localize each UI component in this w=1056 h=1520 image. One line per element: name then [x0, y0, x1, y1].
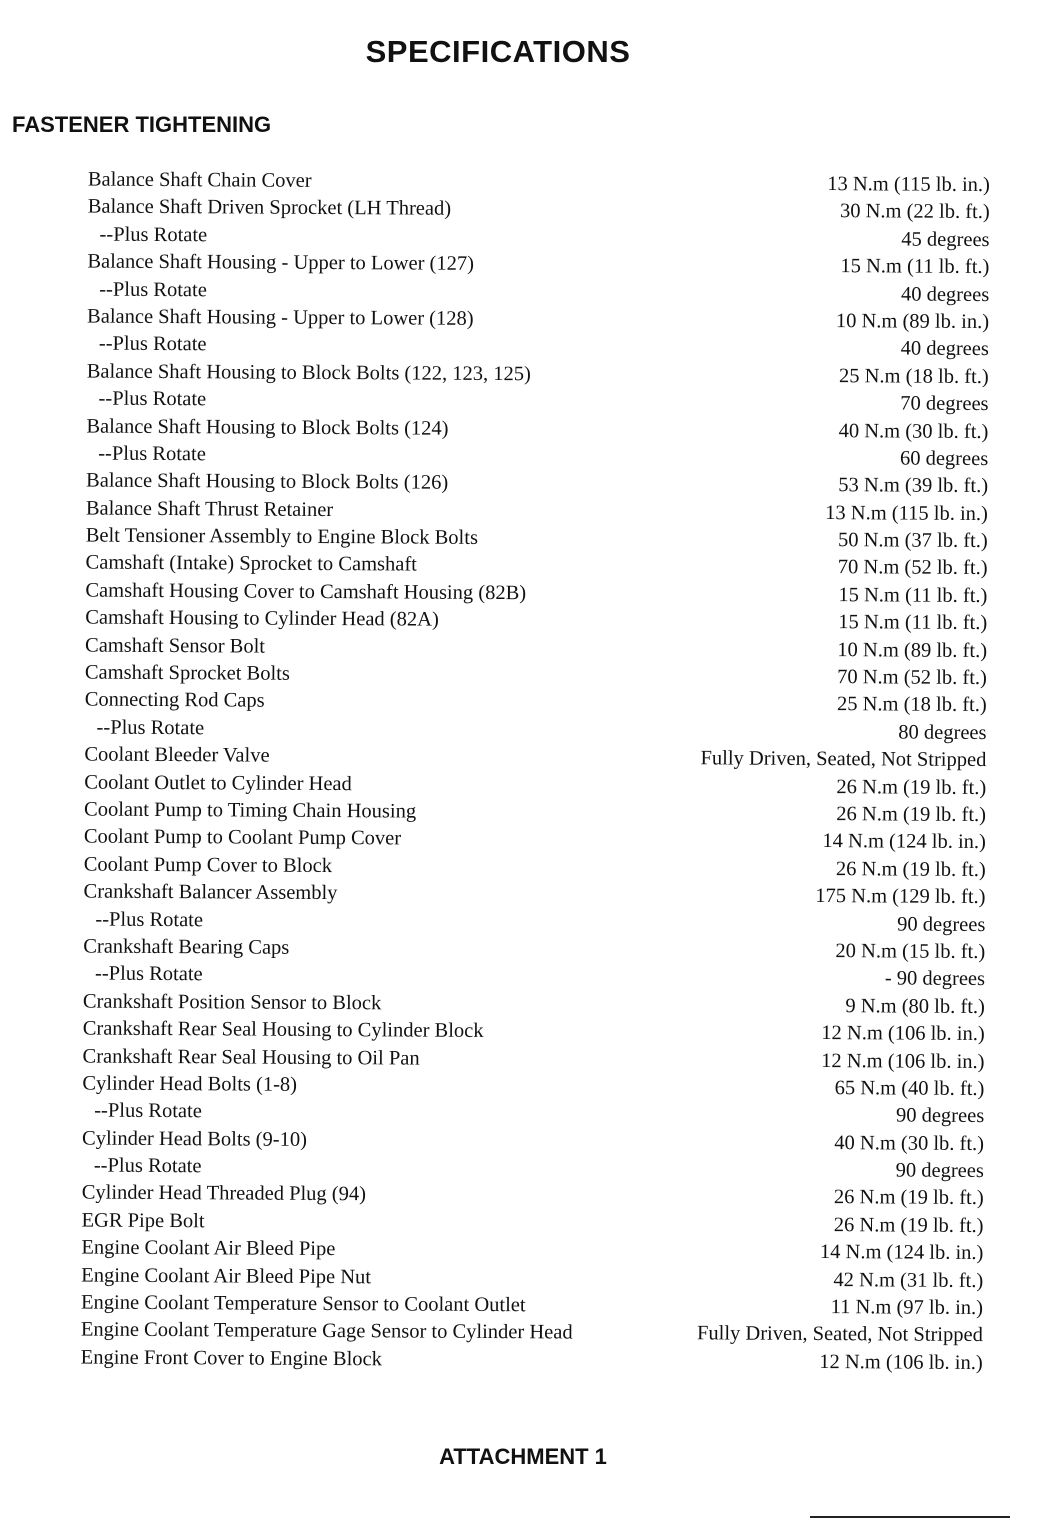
spec-torque-value: 40 N.m (30 lb. ft.)	[834, 1131, 985, 1155]
spec-item-label: Engine Coolant Temperature Gage Sensor to Cylinder Head	[80, 1318, 573, 1344]
spec-item-label: Camshaft Housing Cover to Camshaft Housing (82B)	[85, 579, 527, 605]
spec-torque-value: 26 N.m (19 lb. ft.)	[835, 857, 986, 881]
spec-torque-value: 90 degrees	[897, 913, 986, 936]
spec-torque-value: 13 N.m (115 lb. in.)	[827, 173, 990, 197]
spec-item-label: Engine Coolant Air Bleed Pipe	[81, 1236, 336, 1261]
spec-torque-value: 70 N.m (52 lb. ft.)	[837, 666, 987, 690]
spec-item-label: --Plus Rotate	[94, 962, 203, 986]
spec-torque-value: Fully Driven, Seated, Not Stripped	[700, 747, 987, 772]
spec-item-label: Balance Shaft Housing - Upper to Lower (128)	[87, 305, 474, 330]
spec-torque-value: 70 degrees	[900, 392, 989, 416]
spec-item-label: --Plus Rotate	[94, 1099, 202, 1123]
spec-torque-value: 12 N.m (106 lb. in.)	[821, 1049, 985, 1073]
spec-item-label: EGR Pipe Bolt	[81, 1209, 205, 1233]
spec-item-label: --Plus Rotate	[98, 442, 206, 466]
page-title: SPECIFICATIONS	[365, 34, 631, 69]
spec-torque-value: 40 degrees	[900, 283, 990, 306]
spec-item-label: Engine Coolant Temperature Sensor to Coolant Outlet	[80, 1291, 526, 1317]
fastener-spec-table	[0, 166, 1056, 1378]
spec-torque-value: 20 N.m (15 lb. ft.)	[835, 940, 986, 963]
spec-item-label: Balance Shaft Housing - Upper to Lower (127)	[87, 250, 475, 276]
spec-item-label: --Plus Rotate	[99, 223, 208, 247]
spec-item-label: Balance Shaft Housing to Block Bolts (124)	[86, 415, 449, 440]
spec-torque-value: 12 N.m (106 lb. in.)	[819, 1350, 983, 1374]
spec-item-label: Cylinder Head Bolts (1-8)	[82, 1072, 298, 1096]
spec-item-label: Coolant Bleeder Valve	[84, 743, 270, 767]
spec-torque-value: 53 N.m (39 lb. ft.)	[838, 474, 989, 498]
footer-attachment-label: ATTACHMENT 1	[439, 1444, 607, 1469]
spec-item-label: Camshaft Sprocket Bolts	[84, 661, 290, 685]
spec-torque-value: 45 degrees	[901, 228, 990, 251]
spec-item-label: Balance Shaft Thrust Retainer	[85, 497, 334, 521]
spec-item-label: Coolant Pump Cover to Block	[83, 853, 333, 877]
section-heading: FASTENER TIGHTENING	[12, 112, 272, 137]
spec-item-label: Balance Shaft Housing to Block Bolts (126)	[86, 469, 449, 495]
spec-torque-value: 10 N.m (89 lb. ft.)	[837, 638, 988, 662]
spec-item-label: --Plus Rotate	[95, 908, 204, 931]
spec-item-label: Cylinder Head Bolts (9-10)	[81, 1127, 308, 1151]
spec-torque-value: 9 N.m (80 lb. ft.)	[845, 994, 985, 1018]
spec-item-label: Crankshaft Position Sensor to Block	[82, 990, 382, 1015]
spec-item-label: Engine Front Cover to Engine Block	[80, 1346, 382, 1371]
spec-torque-value: 70 N.m (52 lb. ft.)	[837, 556, 988, 580]
spec-torque-value: 65 N.m (40 lb. ft.)	[834, 1077, 985, 1100]
spec-torque-value: 90 degrees	[895, 1159, 984, 1183]
spec-item-label: Connecting Rod Caps	[84, 688, 265, 713]
spec-torque-value: 25 N.m (18 lb. ft.)	[836, 693, 987, 717]
spec-torque-value: 26 N.m (19 lb. ft.)	[836, 775, 987, 799]
spec-item-label: Balance Shaft Housing to Block Bolts (122, 123, 125)	[86, 360, 531, 385]
spec-torque-value: 40 degrees	[900, 337, 989, 361]
spec-torque-value: 15 N.m (11 lb. ft.)	[838, 611, 988, 635]
spec-torque-value: 14 N.m (124 lb. in.)	[819, 1241, 984, 1265]
spec-item-label: Crankshaft Balancer Assembly	[83, 880, 338, 905]
spec-item-label: Balance Shaft Driven Sprocket (LH Thread)	[87, 195, 452, 221]
spec-torque-value: - 90 degrees	[884, 967, 986, 991]
spec-torque-value: 26 N.m (19 lb. ft.)	[833, 1186, 984, 1210]
spec-item-label: Camshaft Sensor Bolt	[85, 634, 266, 658]
spec-torque-value: 60 degrees	[899, 447, 989, 470]
spec-torque-value: 175 N.m (129 lb. ft.)	[815, 885, 986, 909]
spec-item-label: --Plus Rotate	[93, 1154, 202, 1178]
spec-item-label: --Plus Rotate	[96, 716, 205, 740]
spec-torque-value: 25 N.m (18 lb. ft.)	[838, 364, 989, 388]
spec-item-label: Engine Coolant Air Bleed Pipe Nut	[81, 1264, 372, 1288]
spec-torque-value: 12 N.m (106 lb. in.)	[821, 1022, 985, 1046]
spec-torque-value: 11 N.m (97 lb. in.)	[830, 1296, 984, 1320]
spec-torque-value: 15 N.m (11 lb. ft.)	[840, 255, 990, 279]
spec-torque-value: 26 N.m (19 lb. ft.)	[833, 1213, 984, 1237]
spec-torque-value: 40 N.m (30 lb. ft.)	[838, 419, 989, 443]
spec-torque-value: 42 N.m (31 lb. ft.)	[833, 1268, 984, 1292]
spec-item-label: Crankshaft Bearing Caps	[83, 935, 290, 959]
spec-torque-value: 26 N.m (19 lb. ft.)	[836, 803, 987, 827]
spec-item-label: Balance Shaft Chain Cover	[87, 168, 312, 192]
spec-item-label: Belt Tensioner Assembly to Engine Block Bolts	[85, 524, 479, 550]
spec-item-label: Camshaft (Intake) Sprocket to Camshaft	[85, 551, 417, 577]
spec-item-label: Coolant Pump to Timing Chain Housing	[84, 798, 417, 823]
spec-item-label: --Plus Rotate	[98, 387, 207, 411]
spec-torque-value: 15 N.m (11 lb. ft.)	[838, 583, 988, 607]
spec-torque-value: 10 N.m (89 lb. in.)	[835, 310, 990, 333]
spec-torque-value: 80 degrees	[898, 721, 987, 744]
spec-item-label: Crankshaft Rear Seal Housing to Oil Pan	[82, 1045, 420, 1070]
spec-item-label: Camshaft Housing to Cylinder Head (82A)	[85, 606, 439, 631]
spec-torque-value: Fully Driven, Seated, Not Stripped	[696, 1322, 983, 1347]
spec-torque-value: 30 N.m (22 lb. ft.)	[839, 200, 990, 224]
scan-edge-line	[810, 1516, 1010, 1518]
spec-item-label: Coolant Pump to Coolant Pump Cover	[83, 825, 402, 850]
spec-item-label: Crankshaft Rear Seal Housing to Cylinder Block	[82, 1017, 484, 1043]
spec-torque-value: 90 degrees	[895, 1104, 985, 1128]
spec-item-label: --Plus Rotate	[98, 332, 207, 356]
spec-item-label: Cylinder Head Threaded Plug (94)	[81, 1181, 367, 1206]
spec-torque-value: 13 N.m (115 lb. in.)	[825, 501, 988, 525]
spec-torque-value: 50 N.m (37 lb. ft.)	[837, 529, 988, 553]
spec-row	[0, 1344, 1049, 1378]
spec-item-label: --Plus Rotate	[99, 278, 207, 301]
spec-torque-value: 14 N.m (124 lb. in.)	[822, 830, 986, 854]
spec-item-label: Coolant Outlet to Cylinder Head	[84, 771, 352, 795]
